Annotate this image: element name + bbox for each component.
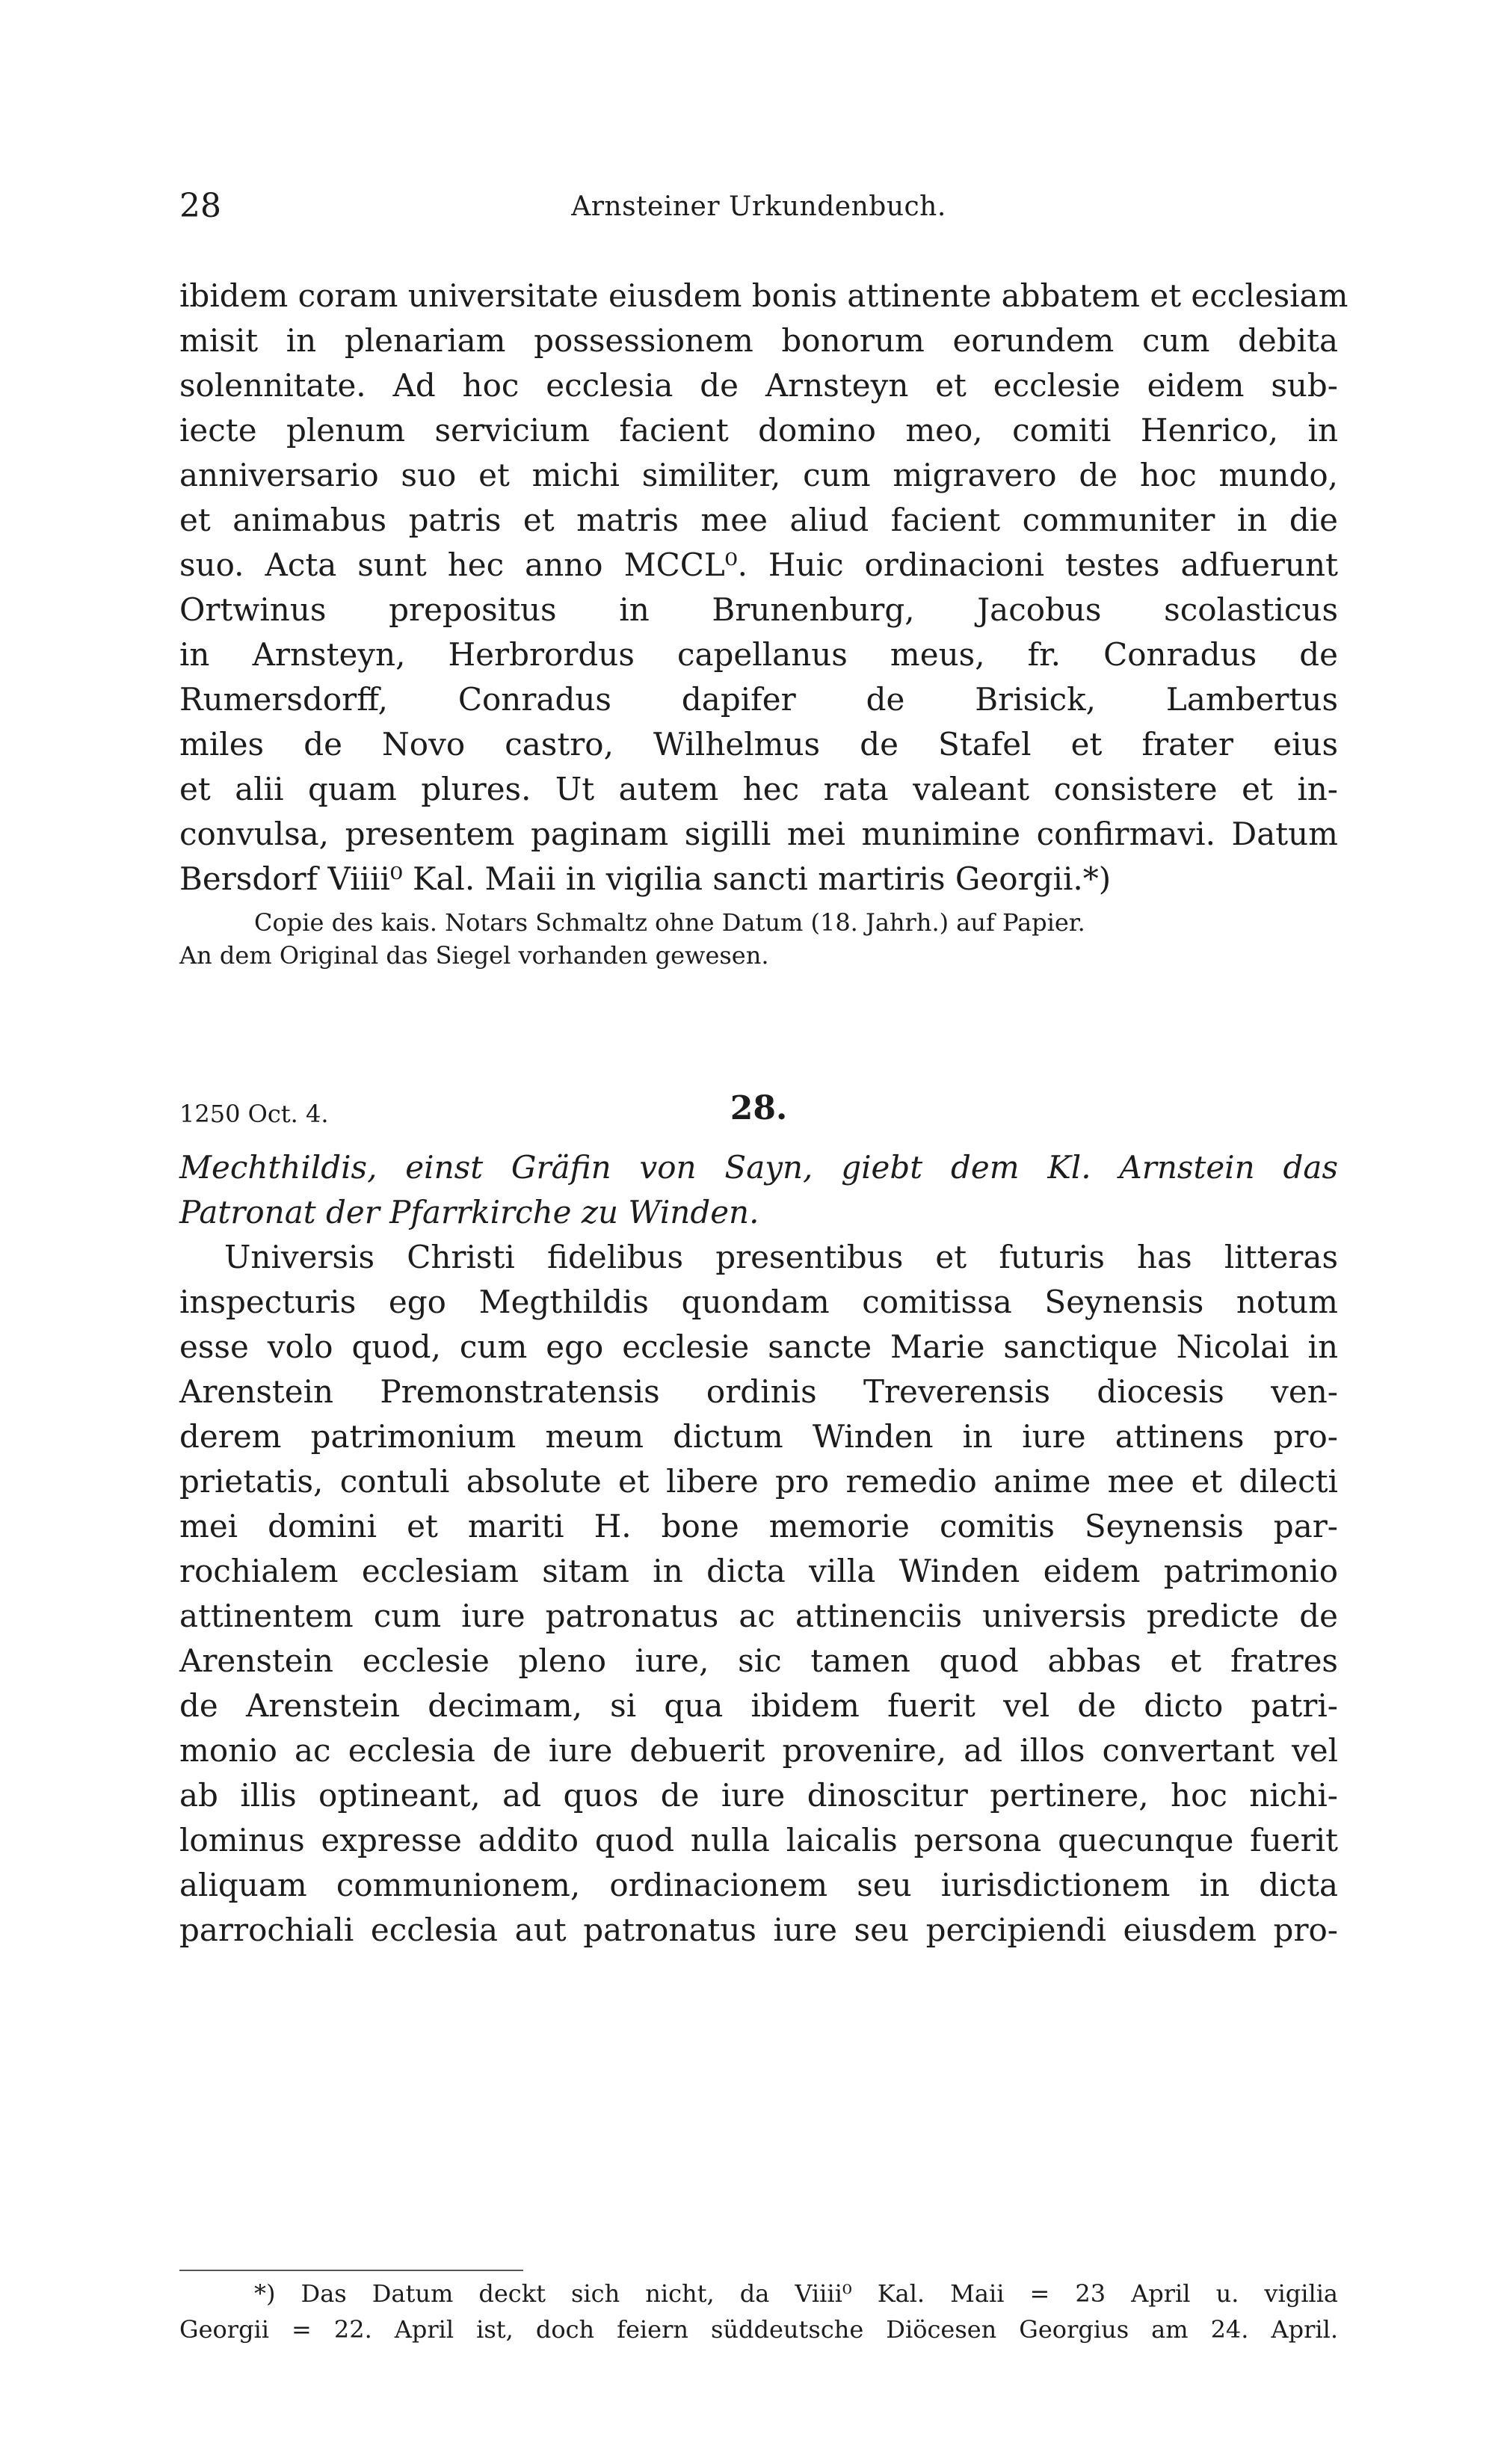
document-heading — [179, 1089, 1338, 1142]
text-line: monio ac ecclesia de iure debuerit provenire, ad illos convertant vel — [179, 1732, 1338, 1769]
document-number: 28. — [730, 1089, 788, 1127]
text-line: attinentem cum iure patronatus ac attinenciis universis predicte de — [179, 1598, 1338, 1634]
running-title: Arnsteiner Urkundenbuch. — [571, 191, 946, 222]
text-line: in Arnsteyn, Herbrordus capellanus meus, fr. Conradus de — [179, 636, 1338, 673]
document-date: 1250 Oct. 4. — [179, 1100, 329, 1128]
text-line: esse volo quod, cum ego ecclesie sancte Marie sanctique Nicolai in — [179, 1328, 1338, 1365]
footnote — [179, 2276, 1338, 2347]
footnote-line: *) Das Datum deckt sich nicht, da Viiii⁰ Kal. Maii = 23 April u. vigilia — [254, 2279, 1338, 2308]
text-line: Bersdorf Viiii⁰ Kal. Maii in vigilia sancti martiris Georgii.*) — [179, 860, 1112, 897]
footnote-line: Georgii = 22. April ist, doch feiern süddeutsche Diöcesen Georgius am 24. April. — [179, 2315, 1338, 2344]
footnote-rule — [179, 2270, 523, 2271]
charter-28 — [179, 1145, 1338, 1953]
text-line: aliquam communionem, ordinacionem seu iurisdictionem in dicta — [179, 1867, 1338, 1903]
text-line: Rumersdorff, Conradus dapifer de Brisick, Lambertus — [179, 681, 1338, 718]
text-line: parrochiali ecclesia aut patronatus iure seu percipiendi eiusdem pro- — [179, 1912, 1338, 1948]
rubric-line: Patronat der Pfarrkirche zu Winden. — [179, 1194, 759, 1231]
text-line: ab illis optineant, ad quos de iure dinoscitur pertinere, hoc nichi- — [179, 1777, 1338, 1814]
text-line: mei domini et mariti H. bone memorie comitis Seynensis par- — [179, 1508, 1338, 1544]
text-line: de Arenstein decimam, si qua ibidem fuerit vel de dicto patri- — [179, 1687, 1338, 1724]
text-line: inspecturis ego Megthildis quondam comitissa Seynensis notum — [179, 1284, 1338, 1320]
text-line: solennitate. Ad hoc ecclesia de Arnsteyn et ecclesie eidem sub- — [179, 367, 1338, 404]
continued-charter-text — [179, 274, 1348, 972]
source-note: Copie des kais. Notars Schmaltz ohne Datum (18. Jahrh.) auf Papier. — [254, 908, 1085, 937]
text-line: prietatis, contuli absolute et libere pro remedio anime mee et dilecti — [179, 1463, 1338, 1500]
text-line: iecte plenum servicium facient domino meo, comiti Henrico, in — [179, 412, 1338, 449]
text-line: anniversario suo et michi similiter, cum migravero de hoc mundo, — [179, 457, 1338, 493]
text-line: suo. Acta sunt hec anno MCCL⁰. Huic ordinacioni testes adfuerunt — [179, 546, 1338, 583]
text-line: convulsa, presentem paginam sigilli mei munimine confirmavi. Datum — [179, 816, 1338, 852]
text-line: miles de Novo castro, Wilhelmus de Stafel et frater eius — [179, 726, 1338, 763]
text-line: derem patrimonium meum dictum Winden in iure attinens pro- — [179, 1418, 1338, 1455]
running-head — [179, 187, 1338, 224]
text-line: et animabus patris et matris mee aliud facient communiter in die — [179, 502, 1338, 538]
text-line: rochialem ecclesiam sitam in dicta villa Winden eidem patrimonio — [179, 1553, 1338, 1589]
text-line: ibidem coram universitate eiusdem bonis attinente abbatem et ecclesiam — [179, 277, 1348, 314]
text-line: Universis Christi fidelibus presentibus et futuris has litteras — [224, 1239, 1338, 1275]
source-note: An dem Original das Siegel vorhanden gewesen. — [179, 941, 769, 970]
text-line: Arenstein Premonstratensis ordinis Treverensis diocesis ven- — [179, 1373, 1338, 1410]
text-line: et alii quam plures. Ut autem hec rata valeant consistere et in- — [179, 771, 1338, 807]
text-line: lominus expresse addito quod nulla laicalis persona quecunque fuerit — [179, 1822, 1338, 1858]
text-line: misit in plenariam possessionem bonorum eorundem cum debita — [179, 322, 1338, 359]
text-line: Ortwinus prepositus in Brunenburg, Jacobus scolasticus — [179, 591, 1338, 628]
rubric-line: Mechthildis, einst Gräfin von Sayn, giebt dem Kl. Arnstein das — [179, 1149, 1338, 1186]
text-line: Arenstein ecclesie pleno iure, sic tamen quod abbas et fratres — [179, 1642, 1338, 1679]
page-number: 28 — [179, 187, 221, 225]
